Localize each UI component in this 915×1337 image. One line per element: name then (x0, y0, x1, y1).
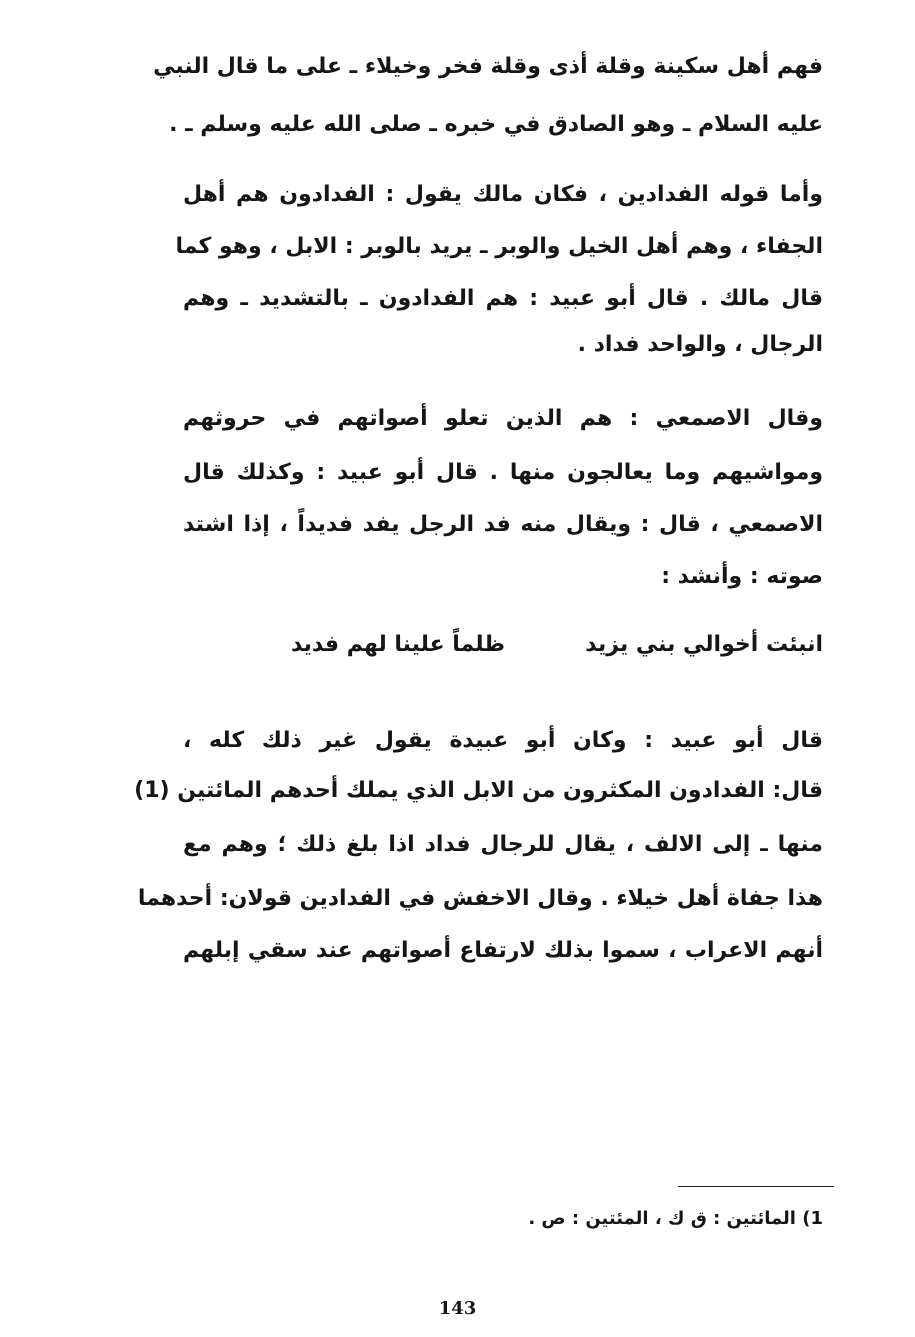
verse-first-hemistich: انبئت أخوالي بني يزيد (585, 632, 823, 657)
text-line: الرجال ، والواحد فداد . (577, 332, 823, 357)
text-line: فهم أهل سكينة وقلة أذى وقلة فخر وخيلاء ـ على ما قال النبي (153, 54, 823, 79)
text-line: وقال الاصمعي : هم الذين تعلو أصواتهم في حروثهم (183, 406, 823, 431)
verse-second-hemistich: ظلماً علينا لهم فديد (290, 632, 505, 657)
footnote-separator (678, 1186, 834, 1187)
page-number: 143 (438, 1298, 477, 1319)
text-line: قال: الفدادون المكثرون من الابل الذي يملك أحدهم المائتين (1) (134, 778, 823, 803)
text-line: عليه السلام ـ وهو الصادق في خبره ـ صلى الله عليه وسلم ـ . (169, 112, 823, 137)
footnote: 1) المائتين : ق ك ، المئتين : ص . (528, 1208, 823, 1229)
text-line: قال مالك . قال أبو عبيد : هم الفدادون ـ بالتشديد ـ وهم (183, 286, 823, 311)
text-line: وأما قوله الفدادين ، فكان مالك يقول : الفدادون هم أهل (183, 182, 823, 207)
text-line: قال أبو عبيد : وكان أبو عبيدة يقول غير ذلك كله ، (183, 728, 823, 753)
text-line: منها ـ إلى الالف ، يقال للرجال فداد اذا بلغ ذلك ؛ وهم مع (183, 832, 823, 857)
text-line: الجفاء ، وهم أهل الخيل والوبر ـ يريد بالوبر : الابل ، وهو كما (175, 234, 823, 259)
text-line: أنهم الاعراب ، سموا بذلك لارتفاع أصواتهم عند سقي إبلهم (183, 938, 823, 963)
text-line: هذا جفاة أهل خيلاء . وقال الاخفش في الفدادين قولان: أحدهما (137, 886, 823, 911)
text-line: صوته : وأنشد : (661, 564, 823, 589)
text-line: الاصمعي ، قال : ويقال منه فد الرجل يفد فديداً ، إذا اشتد (183, 512, 823, 537)
text-line: ومواشيهم وما يعالجون منها . قال أبو عبيد : وكذلك قال (183, 460, 823, 485)
